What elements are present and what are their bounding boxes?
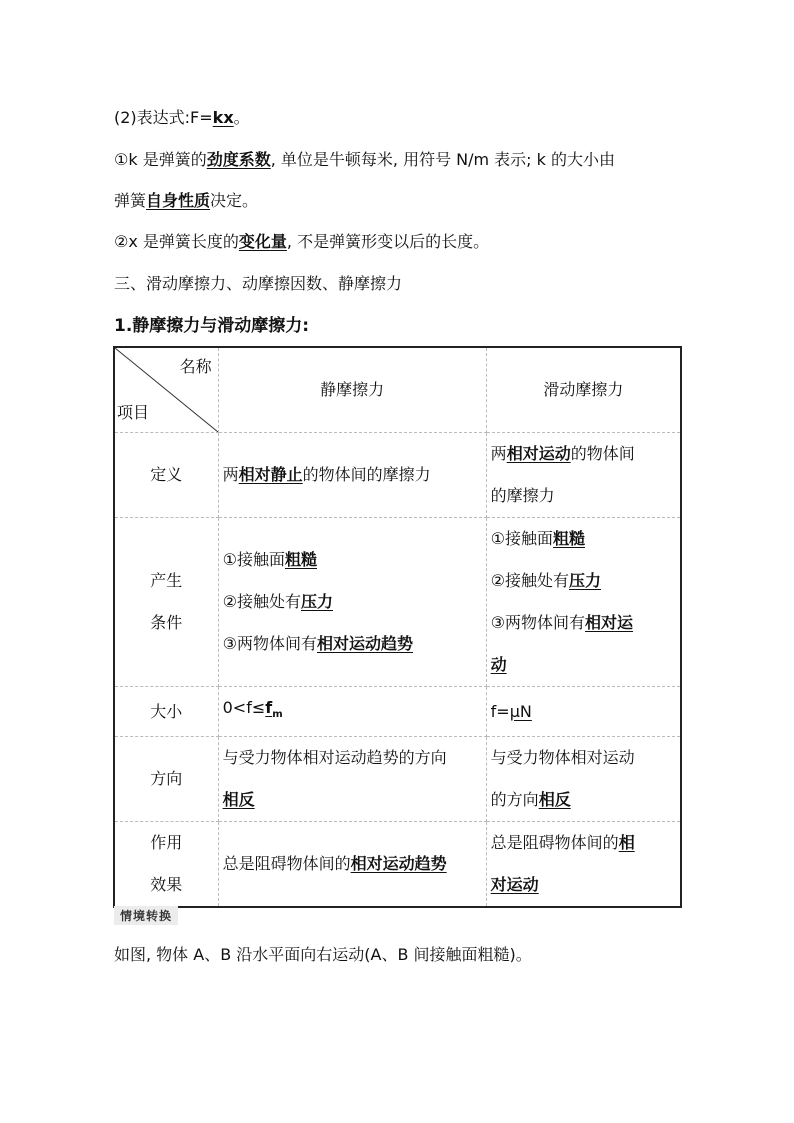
table-row: 大小 $0<f\le f_m$ f=μN bbox=[114, 687, 681, 737]
x-explanation: ②x 是弹簧长度的变化量, 不是弹簧形变以后的长度。 bbox=[114, 232, 490, 251]
table-row: 产生 条件 ①接触面粗糙 ②接触处有压力 ③两物体间有相对运动趋势 ①接触面粗糙 ②接触处有压力 ③两物体间有相对运 动 bbox=[114, 518, 681, 687]
table-row: 定义 两相对静止的物体间的摩擦力 两相对运动的物体间 的摩擦力 bbox=[114, 433, 681, 518]
kx-term: kx bbox=[212, 108, 234, 127]
row-label-conditions: 产生 条件 bbox=[114, 518, 218, 687]
row-label-direction: 方向 bbox=[114, 737, 218, 822]
subsection-heading: 1.静摩擦力与滑动摩擦力: bbox=[114, 316, 310, 336]
table-row: 作用 效果 总是阻碍物体间的相对运动趋势 总是阻碍物体间的相 对运动 bbox=[114, 822, 681, 908]
row-label-definition: 定义 bbox=[114, 433, 218, 518]
expression-line: (2)表达式:F=kx。 bbox=[114, 108, 250, 127]
row-label-effect: 作用 效果 bbox=[114, 822, 218, 908]
table-row: 方向 与受力物体相对运动趋势的方向 相反 与受力物体相对运动 的方向相反 bbox=[114, 737, 681, 822]
k-explanation: ①k 是弹簧的劲度系数, 单位是牛顿每米, 用符号 N/m 表示; k 的大小由 bbox=[114, 150, 616, 169]
section-heading: 三、滑动摩擦力、动摩擦因数、静摩擦力 bbox=[114, 274, 403, 293]
header-static: 静摩擦力 bbox=[218, 347, 486, 433]
scenario-text: 如图, 物体 A、B 沿水平面向右运动(A、B 间接触面粗糙)。 bbox=[114, 945, 532, 964]
friction-comparison-table bbox=[113, 346, 682, 908]
corner-cell: 名称 项目 bbox=[114, 347, 218, 433]
k-explanation-cont: 弹簧自身性质决定。 bbox=[114, 191, 259, 210]
table-header-row bbox=[114, 347, 681, 433]
header-sliding: 滑动摩擦力 bbox=[486, 347, 681, 433]
scenario-tag: 情境转换 bbox=[114, 906, 178, 925]
row-label-magnitude: 大小 bbox=[114, 687, 218, 737]
